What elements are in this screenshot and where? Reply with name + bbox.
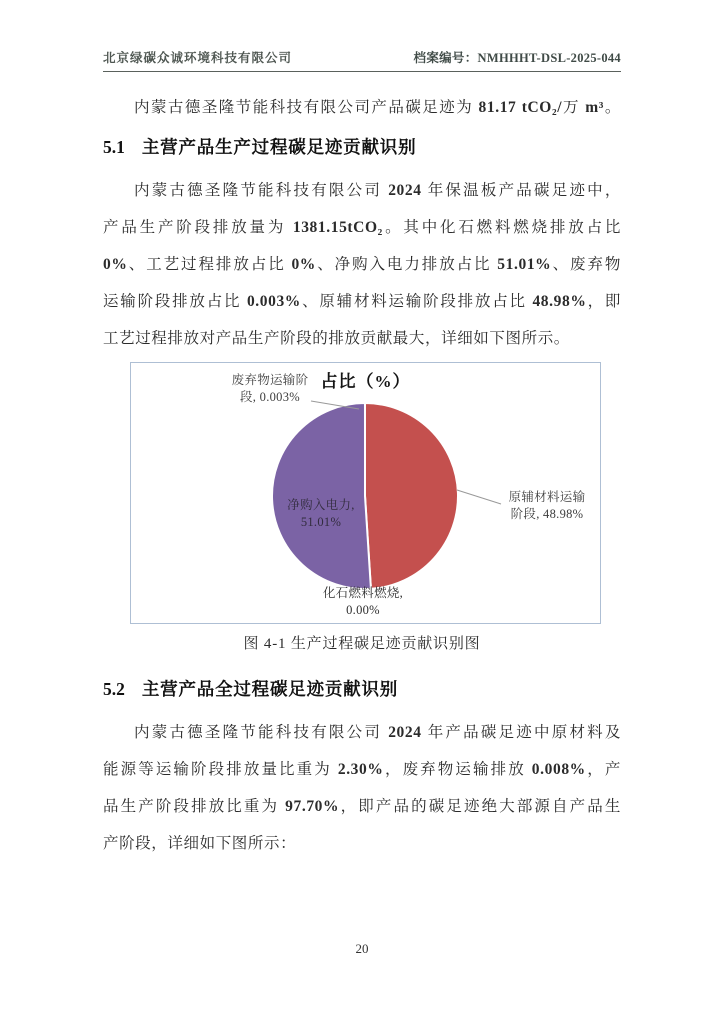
section-5-2-heading — [103, 676, 621, 702]
file-number-value: NMHHHT-DSL-2025-044 — [477, 51, 621, 65]
text-line: 能源等运输阶段排放量比重为 2.30%，废弃物运输排放 0.008%，产 — [103, 761, 621, 778]
chart-title: 占比（%） — [320, 372, 411, 391]
pie-chart-figure — [130, 362, 601, 624]
text-line: 内蒙古德圣隆节能科技有限公司产品碳足迹为 81.17 tCO₂/万 m³。 — [134, 99, 621, 116]
section-5-2-paragraph — [103, 714, 621, 862]
intro-paragraph — [103, 89, 621, 126]
header-rule — [103, 71, 621, 72]
figure-caption: 图 4-1 生产过程碳足迹贡献识别图 — [243, 636, 481, 652]
label-waste-transport: 废弃物运输阶段, 0.003% — [231, 373, 309, 404]
text-line: 内蒙古德圣隆节能科技有限公司 2024 年产品碳足迹中原材料及 — [134, 724, 621, 741]
section-title: 主营产品生产过程碳足迹贡献识别 — [141, 137, 417, 157]
text-line: 产阶段，详细如下图所示： — [103, 835, 297, 852]
label-fossil-fuel: 化石燃料燃烧, 0.00% — [322, 586, 404, 617]
label-raw-material-transport: 原辅材料运输阶段, 48.98% — [508, 490, 586, 521]
header-file-number — [414, 48, 621, 66]
text-line: 工艺过程排放对产品生产阶段的排放贡献最大，详细如下图所示。 — [103, 330, 570, 347]
page-number: 20 — [355, 941, 369, 956]
section-number: 5.2 — [103, 679, 125, 699]
text-line: 内蒙古德圣隆节能科技有限公司 2024 年保温板产品碳足迹中， — [134, 182, 621, 199]
file-number-label: 档案编号： — [413, 51, 478, 65]
leader-line-raw-material — [457, 490, 501, 504]
section-5-1-heading — [103, 134, 621, 160]
pie-slices — [272, 403, 458, 589]
section-number: 5.1 — [103, 137, 125, 157]
text-line: 品生产阶段排放比重为 97.70%，即产品的碳足迹绝大部源自产品生 — [103, 798, 621, 815]
section-title: 主营产品全过程碳足迹贡献识别 — [141, 679, 399, 699]
header-company-name: 北京绿碳众诚环境科技有限公司 — [103, 51, 293, 65]
text-line: 产品生产阶段排放量为 1381.15tCO₂。其中化石燃料燃烧排放占比 — [103, 219, 621, 236]
text-line: 运输阶段排放占比 0.003%、原辅材料运输阶段排放占比 48.98%，即 — [103, 293, 622, 310]
pie-slice-净购入电力 — [272, 403, 371, 589]
section-5-1-paragraph — [103, 172, 621, 357]
page-header — [103, 48, 621, 68]
pie-slice-原辅材料运输阶段 — [365, 403, 458, 589]
label-purchased-electricity: 净购入电力, 51.01% — [287, 498, 355, 529]
text-line: 0%、工艺过程排放占比 0%、净购入电力排放占比 51.01%、废弃物 — [103, 256, 621, 273]
